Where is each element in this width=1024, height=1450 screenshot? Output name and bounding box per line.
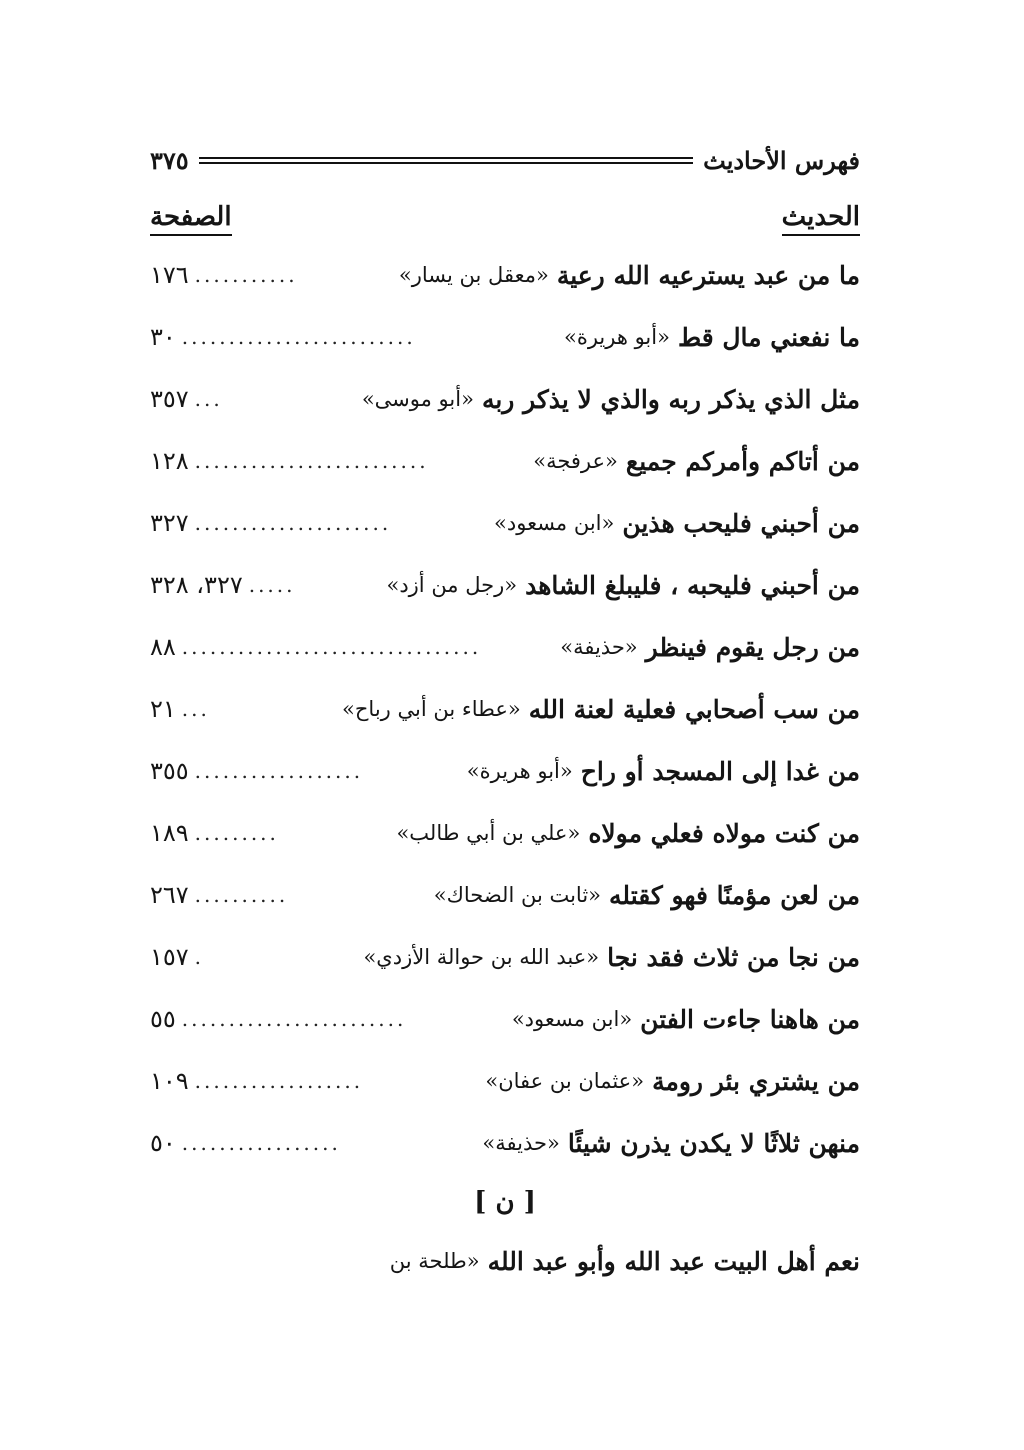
index-entry (150, 430, 860, 492)
page-ref: ٣٢٧ (150, 509, 189, 537)
index-entry (150, 678, 860, 740)
narrator: «أبو هريرة» (563, 325, 670, 349)
page-column-heading: الصفحة (150, 202, 232, 236)
page-ref: ٣٥٧ (150, 385, 189, 413)
index-entry (150, 554, 860, 616)
column-headings (150, 192, 860, 236)
index-entry (150, 306, 860, 368)
hadith-text: من رجل يقوم فينظر (645, 632, 860, 662)
leader-dots: ... (181, 697, 210, 721)
page-number: ٣٧٥ (150, 145, 189, 175)
page-ref: ٥٥ (150, 1005, 176, 1033)
hadith-column-heading: الحديث (782, 202, 860, 236)
index-entry (150, 1230, 860, 1292)
index-page (150, 130, 860, 1330)
leader-dots: .................. (194, 1069, 364, 1093)
leader-dots: ........................ (181, 1007, 407, 1031)
page-ref: ٣٥٥ (150, 757, 189, 785)
narrator: «عرفجة» (533, 449, 618, 473)
narrator: «عبد الله بن حوالة الأزدي» (363, 945, 600, 969)
index-entry (150, 988, 860, 1050)
leader-dots: ......................... (194, 449, 429, 473)
page-ref: ٢٦٧ (150, 881, 189, 909)
page-ref: ٣٢٧، ٣٢٨ (150, 571, 243, 599)
index-entry (150, 864, 860, 926)
narrator: «ثابت بن الضحاك» (433, 883, 602, 907)
index-entry (150, 1112, 860, 1174)
hadith-text: مثل الذي يذكر ربه والذي لا يذكر ربه (481, 384, 860, 414)
narrator: «ابن مسعود» (494, 511, 615, 535)
narrator: «عثمان بن عفان» (485, 1069, 645, 1093)
narrator: «حذيفة» (560, 635, 638, 659)
page-ref: ١٠٩ (150, 1067, 189, 1095)
index-entry (150, 740, 860, 802)
hadith-index-list (150, 244, 860, 1292)
index-entry (150, 244, 860, 306)
index-entry (150, 492, 860, 554)
hadith-text: ما نفعني مال قط (677, 322, 860, 352)
running-title: فهرس الأحاديث (703, 145, 860, 175)
narrator: «أبو هريرة» (466, 759, 573, 783)
hadith-text: منهن ثلاثًا لا يكدن يذرن شيئًا (567, 1128, 860, 1158)
hadith-text: من نجا من ثلاث فقد نجا (607, 942, 860, 972)
leader-dots: .................. (194, 759, 364, 783)
page-ref: ٨٨ (150, 633, 176, 661)
leader-dots: ................................ (181, 635, 482, 659)
leader-dots: ......................... (181, 325, 416, 349)
narrator: «رجل من أزد» (386, 573, 518, 597)
narrator: «علي بن أبي طالب» (396, 821, 581, 845)
hadith-text: من هاهنا جاءت الفتن (640, 1004, 860, 1034)
leader-dots: . (194, 945, 205, 969)
header-rule (199, 157, 693, 164)
hadith-text: من يشتري بئر رومة (652, 1066, 860, 1096)
narrator: «معقل بن يسار» (398, 263, 549, 287)
hadith-text: ما من عبد يسترعيه الله رعية (556, 260, 860, 290)
page-ref: ٥٠ (150, 1129, 176, 1157)
page-ref: ٢١ (150, 695, 176, 723)
hadith-text: من أتاكم وأمركم جميع (625, 446, 860, 476)
leader-dots: ........... (194, 263, 298, 287)
page-ref: ١٥٧ (150, 943, 189, 971)
leader-dots: ... (194, 387, 223, 411)
leader-dots: ..... (248, 573, 296, 597)
page-ref: ١٨٩ (150, 819, 189, 847)
index-entry (150, 616, 860, 678)
hadith-text: نعم أهل البيت عبد الله وأبو عبد الله (487, 1246, 860, 1276)
index-entry (150, 802, 860, 864)
index-entry (150, 368, 860, 430)
narrator: «حذيفة» (482, 1131, 560, 1155)
leader-dots: ..................... (194, 511, 392, 535)
running-header (150, 140, 860, 180)
leader-dots: .......... (194, 883, 289, 907)
narrator: «ابن مسعود» (511, 1007, 633, 1031)
hadith-text: من لعن مؤمنًا فهو كقتله (609, 880, 860, 910)
hadith-text: من كنت مولاه فعلي مولاه (588, 818, 860, 848)
section-letter-heading: [ ن ] (474, 1187, 536, 1217)
page-ref: ١٢٨ (150, 447, 189, 475)
leader-dots: ......... (194, 821, 279, 845)
page-ref: ٣٠ (150, 323, 176, 351)
index-entry (150, 1050, 860, 1112)
hadith-text: من غدا إلى المسجد أو راح (580, 756, 860, 786)
hadith-text: من أحبني فليحبه ، فليبلغ الشاهد (525, 570, 860, 600)
hadith-text: من أحبني فليحب هذين (622, 508, 860, 538)
narrator: «أبو موسى» (361, 387, 474, 411)
page-ref: ١٧٦ (150, 261, 189, 289)
narrator: «عطاء بن أبي رباح» (342, 697, 521, 721)
hadith-text: من سب أصحابي فعلية لعنة الله (528, 694, 860, 724)
narrator: «طلحة بن (389, 1249, 480, 1273)
leader-dots: ................. (181, 1131, 341, 1155)
index-entry (150, 926, 860, 988)
